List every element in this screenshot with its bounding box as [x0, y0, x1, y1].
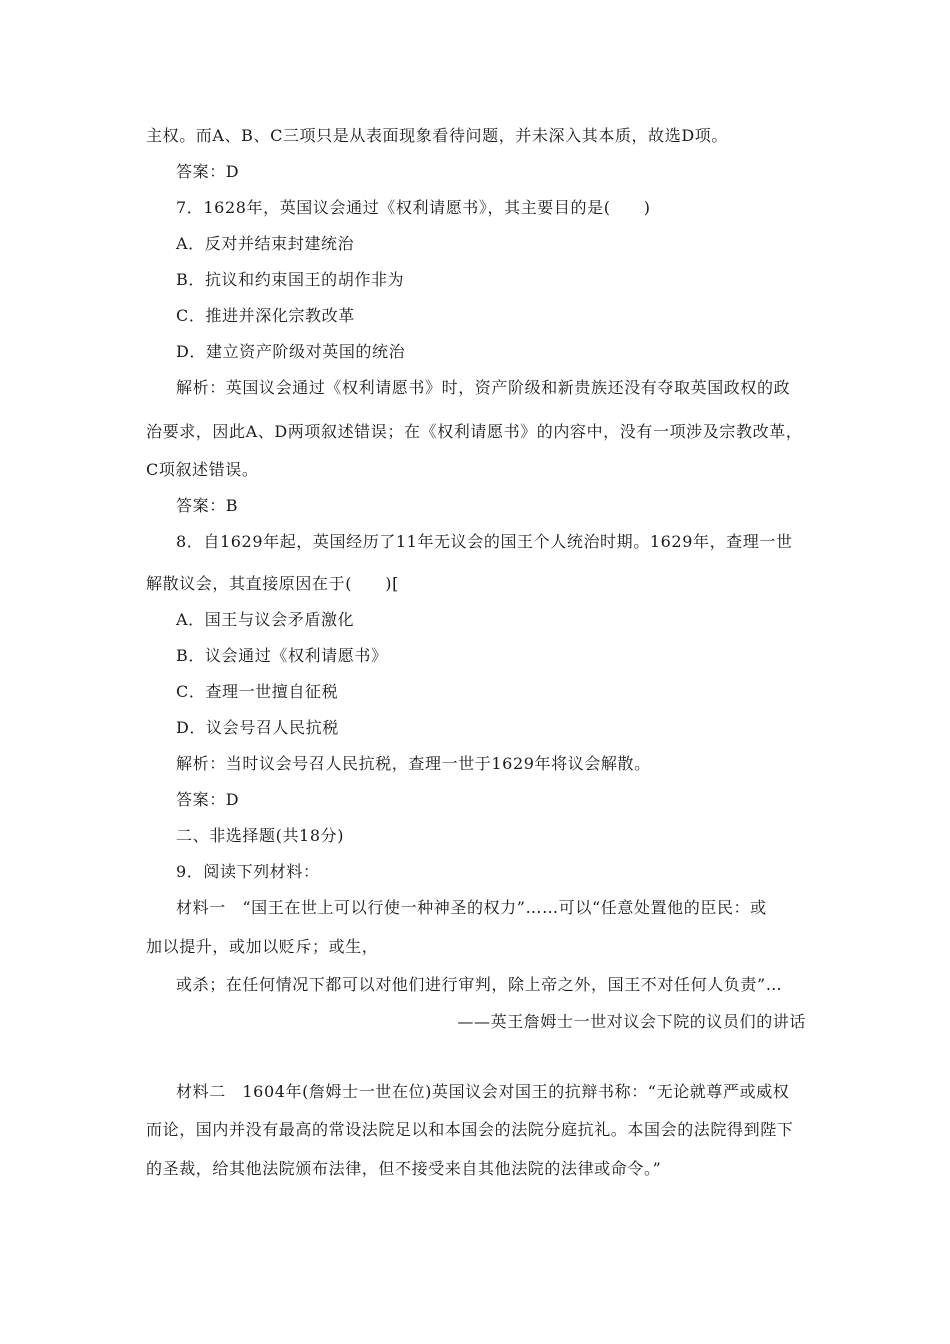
- material-one-cont: 加以提升，或加以贬斥；或生，: [146, 937, 379, 956]
- question-9: 9．阅读下列材料：: [176, 862, 320, 881]
- analysis-line: 解析：当时议会号召人民抗税，查理一世于1629年将议会解散。: [176, 754, 651, 773]
- material-two: 材料二 1604年(詹姆士一世在位)英国议会对国王的抗辩书称：“无论就尊严或威权: [176, 1082, 790, 1101]
- question-8-cont: 解散议会，其直接原因在于( )[: [146, 574, 399, 593]
- option-d: D．议会号召人民抗税: [176, 718, 339, 737]
- option-d: D．建立资产阶级对英国的统治: [176, 342, 406, 361]
- answer-line: 答案：D: [176, 162, 240, 181]
- answer-line: 答案：B: [176, 496, 239, 515]
- option-c: C．推进并深化宗教改革: [176, 306, 355, 325]
- text-line: 主权。而A、B、C三项只是从表面现象看待问题，并未深入其本质，故选D项。: [146, 126, 728, 145]
- option-c: C．查理一世擅自征税: [176, 682, 339, 701]
- analysis-line: 治要求，因此A、D两项叙述错误；在《权利请愿书》的内容中，没有一项涉及宗教改革，: [146, 422, 803, 441]
- question-8: 8．自1629年起，英国经历了11年无议会的国王个人统治时期。1629年，查理一世: [176, 532, 793, 551]
- answer-line: 答案：D: [176, 790, 240, 809]
- option-b: B．议会通过《权利请愿书》: [176, 646, 388, 665]
- analysis-line: 解析：英国议会通过《权利请愿书》时，资产阶级和新贵族还没有夺取英国政权的政: [176, 378, 791, 397]
- material-one: 材料一 “国王在世上可以行使一种神圣的权力”……可以“任意处置他的臣民：或: [176, 898, 767, 917]
- material-two-cont: 而论，国内并没有最高的常设法院足以和本国会的法院分庭抗礼。本国会的法院得到陛下: [146, 1120, 794, 1139]
- question-7: 7．1628年，英国议会通过《权利请愿书》，其主要目的是( ): [176, 198, 651, 217]
- section-heading: 二、非选择题(共18分): [176, 826, 345, 845]
- option-a: A．国王与议会矛盾激化: [176, 610, 355, 629]
- material-one-cont: 或杀；在任何情况下都可以对他们进行审判，除上帝之外，国王不对任何人负责”…: [176, 975, 783, 994]
- option-a: A．反对并结束封建统治: [176, 234, 355, 253]
- option-b: B．抗议和约束国王的胡作非为: [176, 270, 405, 289]
- material-two-cont: 的圣裁，给其他法院颁布法律，但不接受来自其他法院的法律或命令。”: [146, 1159, 662, 1178]
- material-one-source: ——英王詹姆士一世对议会下院的议员们的讲话: [457, 1012, 806, 1031]
- analysis-line: C项叙述错误。: [146, 460, 259, 479]
